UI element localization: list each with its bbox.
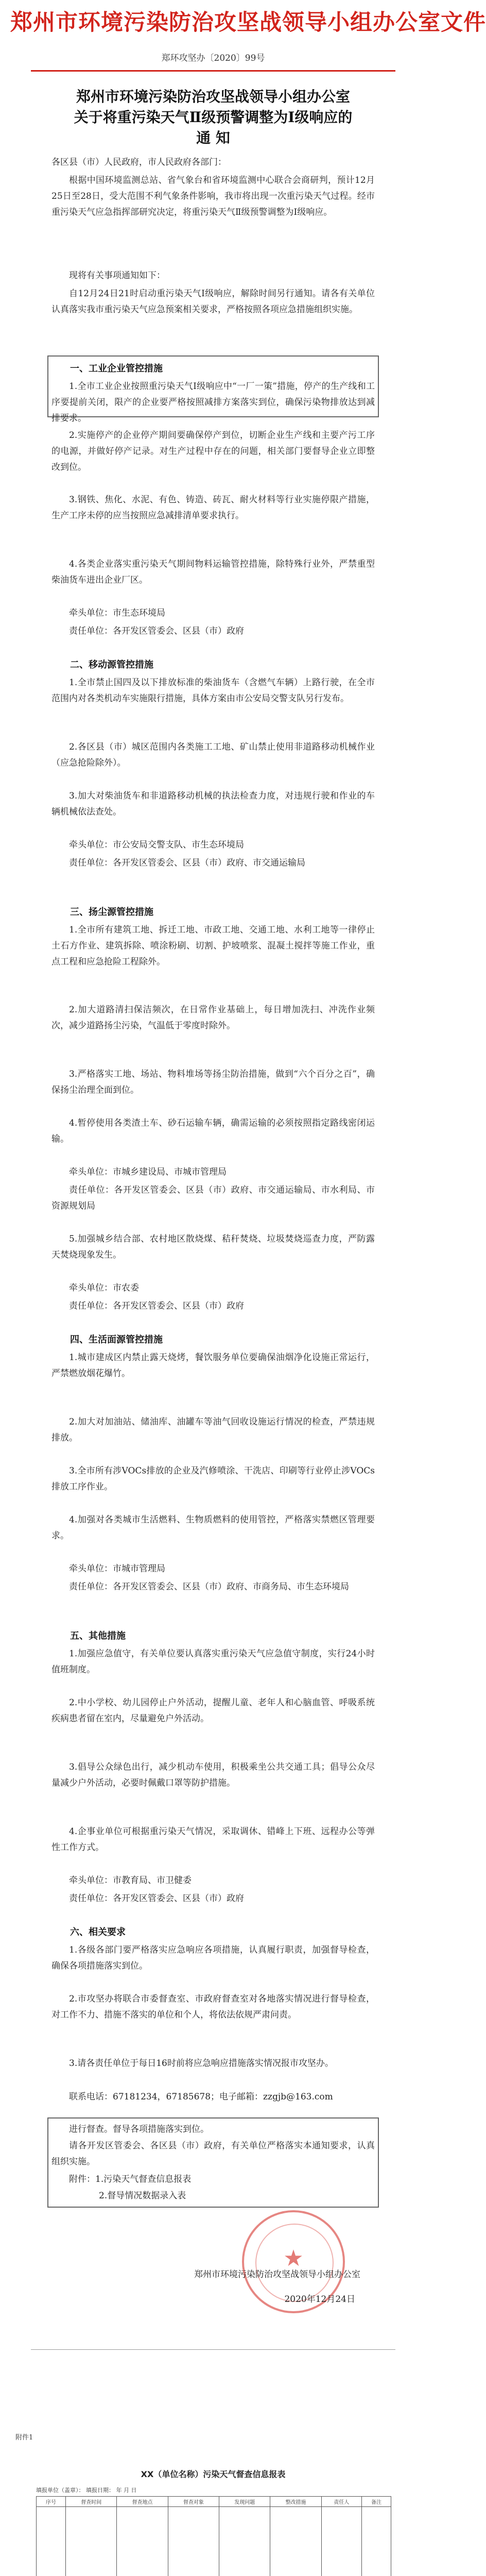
section-paragraph: 3.严格落实工地、场站、物料堆场等扬尘防治措施，做到“六个百分之百”，确保扬尘治理全面到位。: [51, 1069, 375, 1095]
table-cell: [270, 2507, 321, 2576]
lead-unit: 牵头单位：市城乡建设局、市城市管理局: [69, 1167, 227, 1177]
section-paragraph: 3.钢铁、焦化、水泥、有色、铸造、砖瓦、耐火材料等行业实施停限产措施，生产工序未停的应当按照应急减排清单要求执行。: [51, 495, 375, 521]
attachment-list-item: 附件：1.污染天气督查信息报表: [69, 2174, 192, 2184]
section-paragraph: 2.中小学校、幼儿园停止户外活动，提醒儿童、老年人和心脑血管、呼吸系统疾病患者留在室内，尽量避免户外活动。: [51, 1698, 375, 1724]
red-divider-line: [31, 70, 395, 72]
section-heading: 三、扬尘源管控措施: [70, 907, 153, 918]
section-heading: 二、移动源管控措施: [70, 659, 153, 670]
table-row: [37, 2507, 391, 2576]
main-title-line: 郑州市环境污染防治攻坚战领导小组办公室: [76, 88, 350, 105]
section-paragraph: 1.城市建成区内禁止露天烧烤，餐饮服务单位要确保油烟净化设施正常运行，严禁燃放烟花爆竹。: [51, 1352, 375, 1379]
table-header-cell: 责任人: [321, 2497, 361, 2507]
table-header-cell: 整改措施: [270, 2497, 321, 2507]
document-number: 郑环攻坚办〔2020〕99号: [161, 53, 265, 63]
table-cell: [66, 2507, 117, 2576]
attachment-unit-line: 填报单位（盖章）： 填报日期： 年 月 日: [36, 2487, 137, 2494]
table-header-cell: 发现问题: [219, 2497, 270, 2507]
lead-unit: 牵头单位：市城市管理局: [69, 1564, 165, 1574]
main-title: [41, 87, 385, 148]
section-paragraph: 2.加大对加油站、储油库、油罐车等油气回收设施运行情况的检查，严禁违规排放。: [51, 1417, 375, 1443]
table-cell: [361, 2507, 391, 2576]
attachment-label: 附件1: [15, 2434, 33, 2442]
section-paragraph: 2.实施停产的企业停产期间要确保停产到位，切断企业生产线和主要产污工序的电源，并做好停产记录。对生产过程中存在的问题，相关部门要督导企业立即整改到位。: [51, 430, 375, 472]
section-paragraph: 5.加强城乡结合部、农村地区散烧煤、秸秆焚烧、垃圾焚烧巡查力度，严防露天焚烧现象发生。: [51, 1234, 375, 1260]
lead-unit: 牵头单位：市公安局交警支队、市生态环境局: [69, 840, 244, 850]
section-paragraph: 4.暂停使用各类渣土车、砂石运输车辆，确需运输的必须按照指定路线密闭运输。: [51, 1118, 375, 1144]
table-header-cell: 督查时间: [66, 2497, 117, 2507]
lead-unit: 牵头单位：市生态环境局: [69, 608, 165, 618]
section-paragraph: 4.加强对各类城市生活燃料、生物质燃料的使用管控，严格落实禁燃区管理要求。: [51, 1515, 375, 1541]
section-paragraph: 3.加大对柴油货车和非道路移动机械的执法检查力度，对违规行驶和作业的车辆机械依法查处。: [51, 791, 375, 817]
section-paragraph: 2.各区县（市）城区范围内各类施工工地、矿山禁止使用非道路移动机械作业（应急抢险除外）。: [51, 742, 375, 768]
section-paragraph: 4.各类企业落实重污染天气期间物料运输管控措施，除特殊行业外，严禁重型柴油货车进出企业厂区。: [51, 559, 375, 585]
addressee: 各区县（市）人民政府，市人民政府各部门：: [51, 157, 227, 167]
responsible-unit: 责任单位：各开发区管委会、区县（市）政府、市交通运输局: [69, 858, 305, 868]
main-title-line: 关于将重污染天气Ⅱ级预警调整为Ⅰ级响应的: [74, 109, 353, 126]
issue-date: 2020年12月24日: [284, 2294, 355, 2304]
table-header-cell: 督查对象: [168, 2497, 219, 2507]
table-header-cell: 备注: [361, 2497, 391, 2507]
lead-unit: 牵头单位：市农委: [69, 1283, 139, 1293]
responsible-unit: 责任单位：各开发区管委会、区县（市）政府: [69, 626, 244, 636]
table-cell: [219, 2507, 270, 2576]
section-paragraph: 1.全市所有建筑工地、拆迁工地、市政工地、交通工地、水利工地等一律停止土石方作业、建筑拆除、喷涂粉刷、切割、护坡喷浆、混凝土搅拌等施工作业，重点工程和应急抢险工程除外。: [51, 925, 375, 967]
table-cell: [168, 2507, 219, 2576]
section-paragraph: 4.企事业单位可根据重污染天气情况，采取调休、错峰上下班、远程办公等弹性工作方式。: [51, 1826, 375, 1853]
section-heading: 四、生活面源管控措施: [70, 1334, 163, 1345]
table-header-cell: 督查地点: [117, 2497, 168, 2507]
section-paragraph: 1.各级各部门要严格落实应急响应各项措施，认真履行职责，加强督导检查，确保各项措施落实到位。: [51, 1945, 375, 1971]
section-heading: 六、相关要求: [70, 1927, 126, 1938]
contact-info: 联系电话：67181234，67185678；电子邮箱：zzgjb@163.com: [69, 2092, 333, 2102]
responsible-unit: 责任单位：各开发区管委会、区县（市）政府、市商务局、市生态环境局: [69, 1582, 349, 1592]
intro-paragraph: 根据中国环境监测总站、省气象台和省环境监测中心联合会商研判，预计12月25日至28日，受大范围不利气象条件影响，我市将出现一次重污染天气过程。经市重污染天气应急指挥部研究决定，将重污染天气Ⅱ级预警调整为Ⅰ级响应。: [51, 175, 375, 217]
section-paragraph: 3.请各责任单位于每日16时前将应急响应措施落实情况报市攻坚办。: [69, 2058, 334, 2069]
table-cell: [117, 2507, 168, 2576]
decision-paragraph: 自12月24日21时启动重污染天气Ⅰ级响应，解除时间另行通知。请各有关单位认真落实我市重污染天气应急预案相关要求，严格按照各项应急措施组织实施。: [51, 289, 375, 315]
section-heading: 一、工业企业管控措施: [70, 363, 163, 374]
responsible-unit: 责任单位：各开发区管委会、区县（市）政府: [69, 1301, 244, 1311]
attachment1-table: [36, 2496, 391, 2576]
page-divider: [31, 2349, 395, 2350]
seal-star-icon: ★: [283, 2245, 304, 2272]
box-paragraph: 进行督查。督导各项措施落实到位。: [69, 2124, 209, 2134]
section-paragraph: 1.全市工业企业按照重污染天气Ⅰ级响应中“一厂一策”措施，停产的生产线和工序要提前关闭，限产的企业要严格按照减排方案落实到位，确保污染物排放达到减排要求。: [51, 381, 375, 423]
main-title-line: 通 知: [196, 129, 230, 146]
section-paragraph: 3.全市所有涉VOCs排放的企业及汽修喷涂、干洗店、印刷等行业停止涉VOCs排放工序作业。: [51, 1466, 375, 1492]
section-heading: 五、其他措施: [70, 1631, 126, 1641]
table-cell: [321, 2507, 361, 2576]
table-header-row: [37, 2497, 391, 2507]
responsible-unit: 责任单位：各开发区管委会、区县（市）政府、市交通运输局、市水利局、市资源规划局: [51, 1185, 375, 1211]
signature: 郑州市环境污染防治攻坚战领导小组办公室: [194, 2269, 360, 2280]
attachment-list-item: 2.督导情况数据录入表: [99, 2191, 186, 2201]
red-header-title: 郑州市环境污染防治攻坚战领导小组办公室文件: [10, 10, 486, 36]
section-paragraph: 1.加强应急值守，有关单位要认真落实重污染天气应急值守制度，实行24小时值班制度。: [51, 1649, 375, 1675]
section-paragraph: 2.市攻坚办将联合市委督查室、市政府督查室对各地落实情况进行督导检查，对工作不力、措施不落实的单位和个人，将依法依规严肃问责。: [51, 1994, 375, 2020]
table-header-cell: 序号: [37, 2497, 66, 2507]
section-paragraph: 3.倡导公众绿色出行，减少机动车使用，积极乘坐公共交通工具；倡导公众尽量减少户外活动，必要时佩戴口罩等防护措施。: [51, 1762, 375, 1788]
table-cell: [37, 2507, 66, 2576]
lead-unit: 牵头单位：市教育局、市卫健委: [69, 1875, 192, 1886]
section-paragraph: 2.加大道路清扫保洁频次，在日常作业基础上，每日增加洗扫、冲洗作业频次，减少道路扬尘污染，气温低于零度时除外。: [51, 1005, 375, 1031]
intro-paragraph-2: 现将有关事项通知如下：: [69, 270, 165, 281]
section-paragraph: 1.全市禁止国四及以下排放标准的柴油货车（含燃气车辆）上路行驶，在全市范围内对各类机动车实施限行措施，具体方案由市公安局交警支队另行发布。: [51, 677, 375, 704]
responsible-unit: 责任单位：各开发区管委会、区县（市）政府: [69, 1893, 244, 1904]
attachment-table-title: XX（单位名称）污染天气督查信息报表: [141, 2469, 286, 2479]
box-paragraph: 请各开发区管委会、各区县（市）政府，有关单位严格落实本通知要求，认真组织实施。: [51, 2141, 375, 2167]
